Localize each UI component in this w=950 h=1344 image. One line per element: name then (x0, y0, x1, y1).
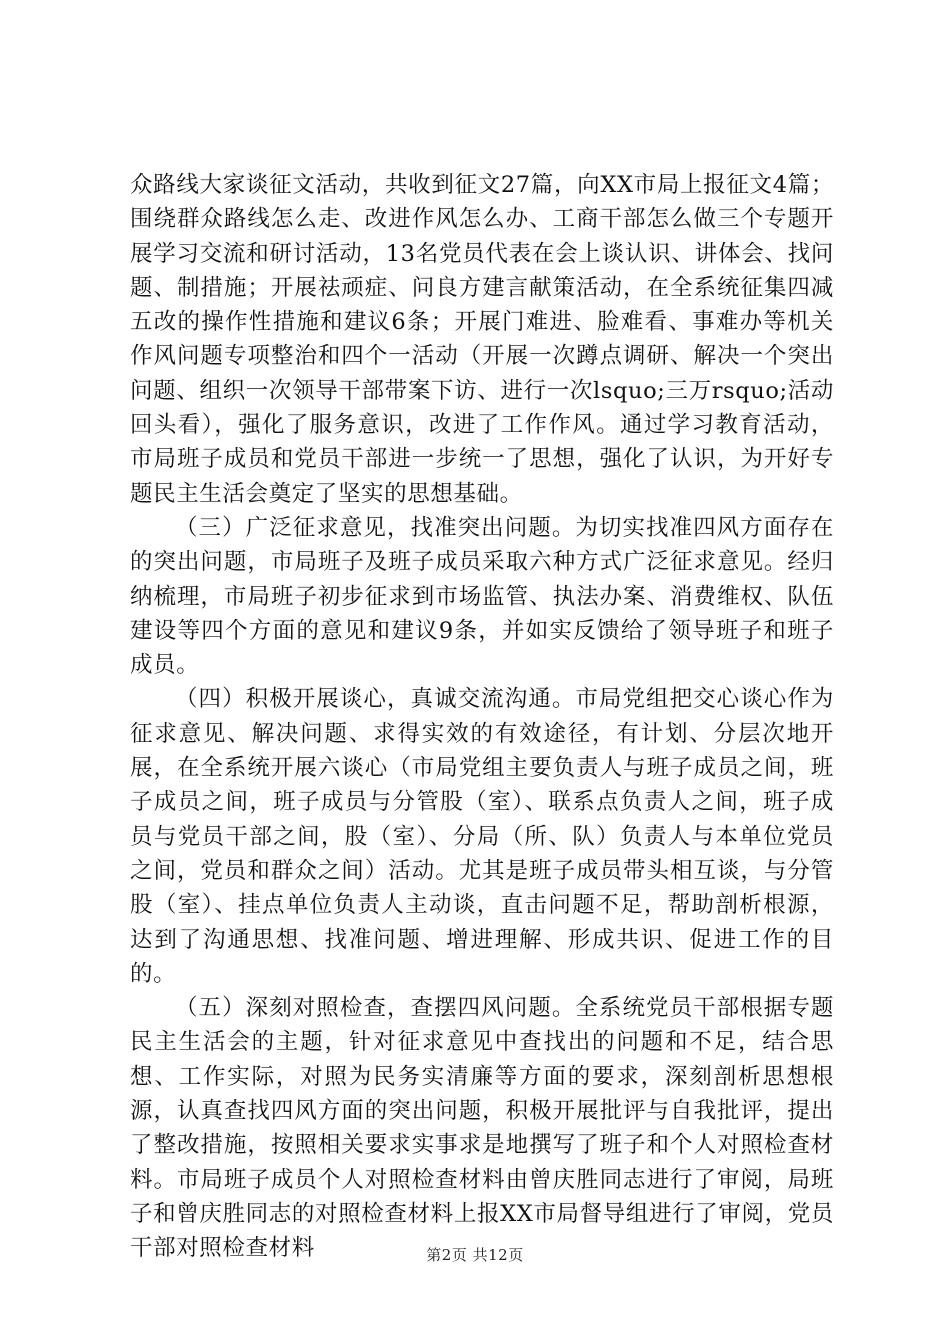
paragraph-2: （三）广泛征求意见，找准突出问题。为切实找准四风方面存在的突出问题，市局班子及班子成员采取六种方式广泛征求意见。经归纳梳理，市局班子初步征求到市场监管、执法办案、消费维权、队伍建设等四个方面的意见和建议9条，并如实反馈给了领导班子和班子成员。 (130, 514, 834, 679)
paragraph-1: 众路线大家谈征文活动，共收到征文27篇，向XX市局上报征文4篇；围绕群众路线怎么走、改进作风怎么办、工商干部怎么做三个专题开展学习交流和研讨活动，13名党员代表在会上谈认识、讲体会、找问题、制措施；开展祛顽症、问良方建言献策活动，在全系统征集四减五改的操作性措施和建议6条；开展门难进、脸难看、事难办等机关作风问题专项整治和四个一活动（开展一次蹲点调研、解决一个突出问题、组织一次领导干部带案下访、进行一次lsquo;三万rsquo;活动回头看），强化了服务意识，改进了工作作风。通过学习教育活动，市局班子成员和党员干部进一步统一了思想，强化了认识，为开好专题民主生活会奠定了坚实的思想基础。 (130, 172, 834, 507)
page-number-footer: 第2页 共12页 (426, 1246, 524, 1264)
paragraph-4: （五）深刻对照检查，查摆四风问题。全系统党员干部根据专题民主生活会的主题，针对征求意见中查找出的问题和不足，结合思想、工作实际，对照为民务实清廉等方面的要求，深刻剖析思想根源，认真查找四风方面的突出问题，积极开展批评与自我批评，提出了整改措施，按照相关要求实事求是地撰写了班子和个人对照检查材料。市局班子成员个人对照检查材料由曾庆胜同志进行了审阅，局班子和曾庆胜同志的对照检查材料上报XX市局督导组进行了审阅，党员干部对照检查材料 (130, 995, 834, 1262)
document-body (130, 168, 834, 1266)
paragraph-3: （四）积极开展谈心，真诚交流沟通。市局党组把交心谈心作为征求意见、解决问题、求得实效的有效途径，有计划、分层次地开展，在全系统开展六谈心（市局党组主要负责人与班子成员之间，班子成员之间，班子成员与分管股（室）、联系点负责人之间，班子成员与党员干部之间，股（室）、分局（所、队）负责人与本单位党员之间，党员和群众之间）活动。尤其是班子成员带头相互谈，与分管股（室）、挂点单位负责人主动谈，直击问题不足，帮助剖析根源，达到了沟通思想、找准问题、增进理解、形成共识、促进工作的目的。 (130, 686, 834, 987)
